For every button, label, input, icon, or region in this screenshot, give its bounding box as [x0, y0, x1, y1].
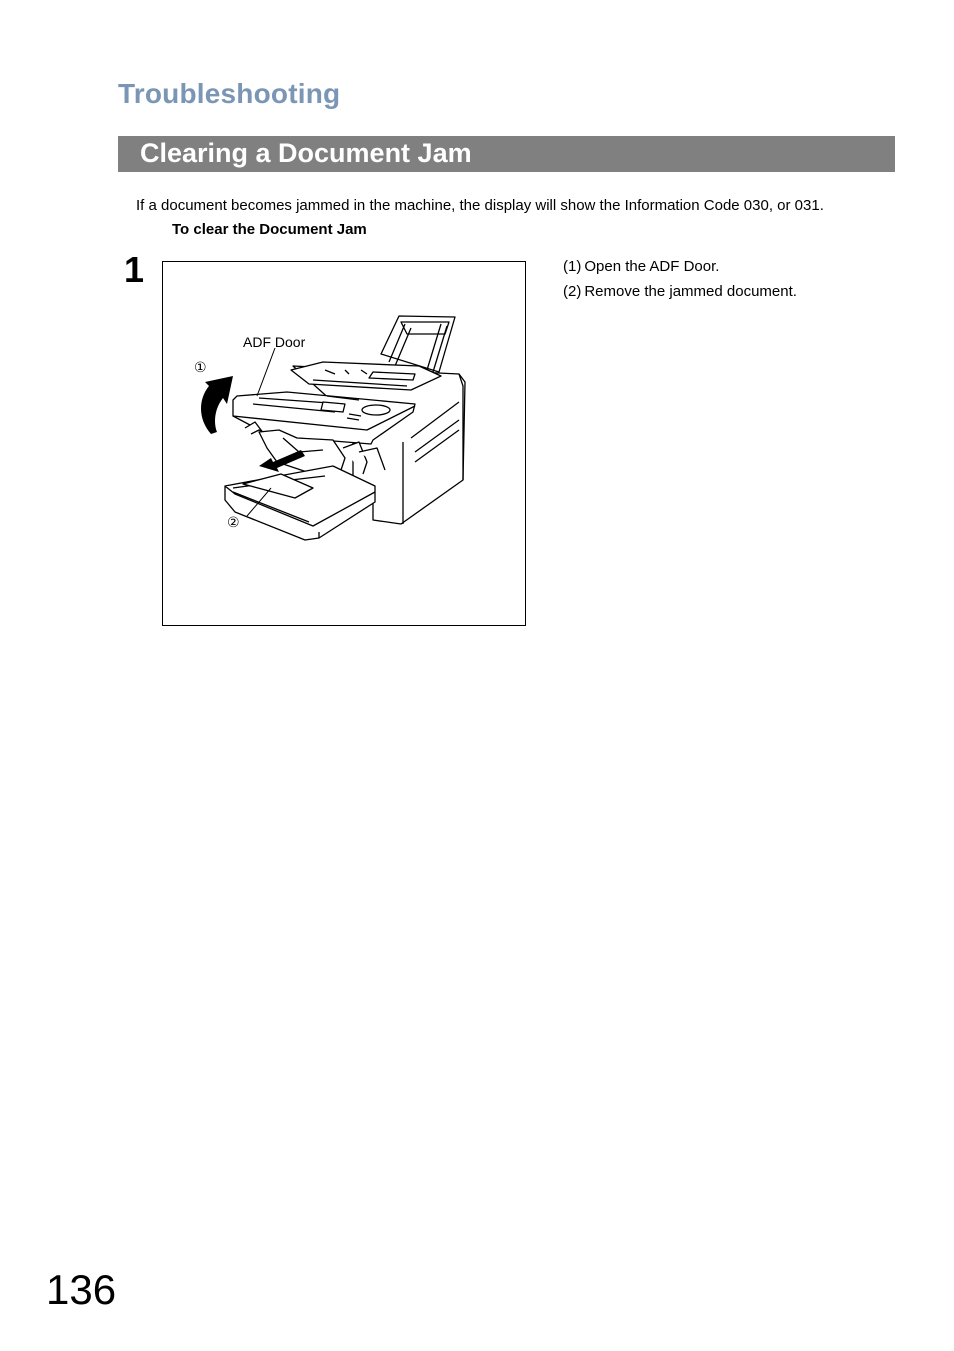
callout-2: ② [227, 514, 240, 530]
instruction-item [563, 254, 797, 279]
fax-machine-drawing [163, 262, 525, 625]
fax-machine-illustration [162, 261, 526, 626]
page-title-bar [118, 136, 895, 172]
callout-1: ① [194, 359, 207, 375]
section-title: Troubleshooting [118, 78, 341, 109]
step-number: 1 [124, 249, 145, 290]
instruction-number: (2) [563, 283, 582, 300]
instruction-number: (1) [563, 258, 582, 275]
instruction-list [563, 254, 797, 304]
subheading: To clear the Document Jam [172, 221, 367, 238]
page-number: 136 [46, 1266, 117, 1313]
adf-door-label: ADF Door [243, 334, 306, 350]
instruction-text: Open the ADF Door. [584, 258, 720, 275]
instruction-text: Remove the jammed document. [584, 283, 797, 300]
instruction-item [563, 279, 797, 304]
intro-text: If a document becomes jammed in the machine, the display will show the Information Code 030, or 031. [136, 197, 824, 214]
page-title: Clearing a Document Jam [140, 138, 472, 168]
